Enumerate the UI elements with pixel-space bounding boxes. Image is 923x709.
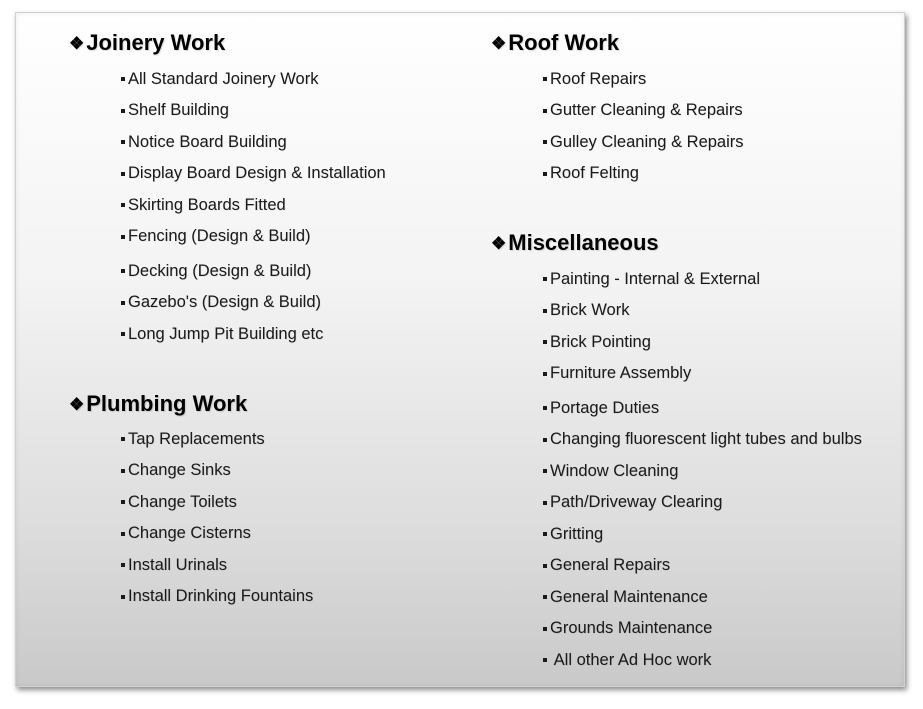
list-item bbox=[543, 555, 670, 577]
list-item bbox=[121, 131, 287, 153]
list-item bbox=[121, 260, 311, 282]
list-item-label: Notice Board Building bbox=[128, 132, 287, 151]
list-item bbox=[121, 586, 313, 608]
list-item-label: Change Sinks bbox=[128, 461, 231, 479]
list-item-label: Fencing (Design & Build) bbox=[128, 227, 311, 245]
list-item bbox=[121, 194, 286, 216]
square-bullet-icon bbox=[121, 437, 125, 441]
list-item-label: Roof Repairs bbox=[550, 69, 647, 88]
list-item-label: Roof Felting bbox=[550, 164, 639, 182]
list-item-label: Path/Driveway Clearing bbox=[550, 493, 723, 511]
roof-section bbox=[491, 29, 619, 57]
list-item-label: All other Ad Hoc work bbox=[550, 650, 712, 669]
list-item-label: Grounds Maintenance bbox=[550, 619, 713, 637]
list-item-label: Brick Pointing bbox=[550, 332, 651, 351]
list-item-label: Long Jump Pit Building etc bbox=[128, 324, 324, 343]
square-bullet-icon bbox=[543, 406, 547, 410]
square-bullet-icon bbox=[543, 627, 547, 631]
list-item bbox=[121, 491, 237, 513]
list-item bbox=[543, 300, 629, 322]
list-item-label: Portage Duties bbox=[550, 398, 660, 417]
list-item bbox=[121, 554, 227, 576]
list-item-label: Brick Work bbox=[550, 301, 630, 319]
list-item bbox=[121, 100, 229, 122]
list-item bbox=[543, 649, 711, 671]
square-bullet-icon bbox=[543, 77, 547, 81]
square-bullet-icon bbox=[121, 269, 125, 273]
square-bullet-icon bbox=[121, 172, 125, 176]
diamond-bullet-icon: ❖ bbox=[491, 33, 507, 53]
roof-title: Roof Work bbox=[508, 30, 620, 55]
square-bullet-icon bbox=[121, 332, 125, 336]
joinery-heading bbox=[69, 29, 225, 57]
square-bullet-icon bbox=[543, 140, 547, 144]
list-item bbox=[121, 292, 321, 314]
joinery-section bbox=[69, 29, 225, 57]
misc-section bbox=[491, 229, 659, 257]
plumbing-title: Plumbing Work bbox=[86, 391, 248, 416]
square-bullet-icon bbox=[543, 372, 547, 376]
list-item bbox=[121, 226, 311, 248]
list-item bbox=[121, 460, 231, 482]
list-item bbox=[543, 131, 744, 153]
misc-heading bbox=[491, 229, 659, 257]
square-bullet-icon bbox=[543, 438, 547, 442]
diamond-bullet-icon: ❖ bbox=[69, 394, 85, 414]
list-item-label: Window Cleaning bbox=[550, 461, 679, 480]
list-item-label: Change Toilets bbox=[128, 492, 237, 511]
square-bullet-icon bbox=[121, 301, 125, 305]
list-item bbox=[121, 428, 265, 450]
square-bullet-icon bbox=[121, 469, 125, 473]
list-item bbox=[543, 363, 691, 385]
list-item-label: Painting - Internal & External bbox=[550, 269, 761, 288]
list-item bbox=[543, 68, 646, 90]
plumbing-heading bbox=[69, 390, 247, 418]
square-bullet-icon bbox=[543, 277, 547, 281]
list-item-label: General Repairs bbox=[550, 556, 671, 574]
list-item bbox=[543, 331, 651, 353]
list-item bbox=[543, 460, 678, 482]
list-item-label: Gritting bbox=[550, 524, 604, 543]
list-item-label: Gazebo's (Design & Build) bbox=[128, 293, 321, 311]
list-item bbox=[543, 163, 639, 185]
list-item bbox=[543, 429, 862, 451]
square-bullet-icon bbox=[121, 77, 125, 81]
list-item-label: Change Cisterns bbox=[128, 524, 251, 542]
services-slide bbox=[15, 12, 905, 687]
list-item-label: Tap Replacements bbox=[128, 429, 265, 448]
joinery-title: Joinery Work bbox=[86, 30, 226, 55]
list-item-label: Gulley Cleaning & Repairs bbox=[550, 132, 744, 151]
misc-title: Miscellaneous bbox=[508, 230, 659, 255]
square-bullet-icon bbox=[121, 203, 125, 207]
list-item-label: All Standard Joinery Work bbox=[128, 69, 319, 88]
square-bullet-icon bbox=[543, 469, 547, 473]
list-item bbox=[121, 68, 318, 90]
square-bullet-icon bbox=[543, 595, 547, 599]
square-bullet-icon bbox=[543, 309, 547, 313]
square-bullet-icon bbox=[121, 532, 125, 536]
plumbing-section bbox=[69, 390, 247, 418]
square-bullet-icon bbox=[121, 140, 125, 144]
square-bullet-icon bbox=[543, 564, 547, 568]
roof-heading bbox=[491, 29, 619, 57]
list-item bbox=[543, 268, 760, 290]
list-item-label: Install Urinals bbox=[128, 555, 228, 574]
list-item-label: Decking (Design & Build) bbox=[128, 261, 312, 280]
square-bullet-icon bbox=[543, 532, 547, 536]
square-bullet-icon bbox=[121, 563, 125, 567]
diamond-bullet-icon: ❖ bbox=[69, 33, 85, 53]
list-item bbox=[543, 523, 603, 545]
square-bullet-icon bbox=[121, 109, 125, 113]
list-item-label: Furniture Assembly bbox=[550, 364, 692, 382]
list-item-label: Changing fluorescent light tubes and bulbs bbox=[550, 430, 862, 448]
list-item bbox=[543, 586, 708, 608]
list-item bbox=[121, 523, 251, 545]
list-item bbox=[543, 618, 712, 640]
list-item bbox=[543, 492, 722, 514]
square-bullet-icon bbox=[121, 500, 125, 504]
list-item-label: General Maintenance bbox=[550, 587, 708, 606]
list-item bbox=[121, 323, 323, 345]
square-bullet-icon bbox=[543, 501, 547, 505]
square-bullet-icon bbox=[543, 340, 547, 344]
list-item bbox=[543, 100, 743, 122]
list-item-label: Install Drinking Fountains bbox=[128, 587, 314, 605]
list-item bbox=[121, 163, 386, 185]
list-item-label: Skirting Boards Fitted bbox=[128, 195, 286, 214]
list-item bbox=[543, 397, 659, 419]
square-bullet-icon bbox=[121, 235, 125, 239]
square-bullet-icon bbox=[543, 172, 547, 176]
diamond-bullet-icon: ❖ bbox=[491, 233, 507, 253]
list-item-label: Shelf Building bbox=[128, 101, 229, 119]
square-bullet-icon bbox=[121, 595, 125, 599]
square-bullet-icon bbox=[543, 109, 547, 113]
square-bullet-icon bbox=[543, 658, 547, 662]
list-item-label: Display Board Design & Installation bbox=[128, 164, 386, 182]
list-item-label: Gutter Cleaning & Repairs bbox=[550, 101, 743, 119]
